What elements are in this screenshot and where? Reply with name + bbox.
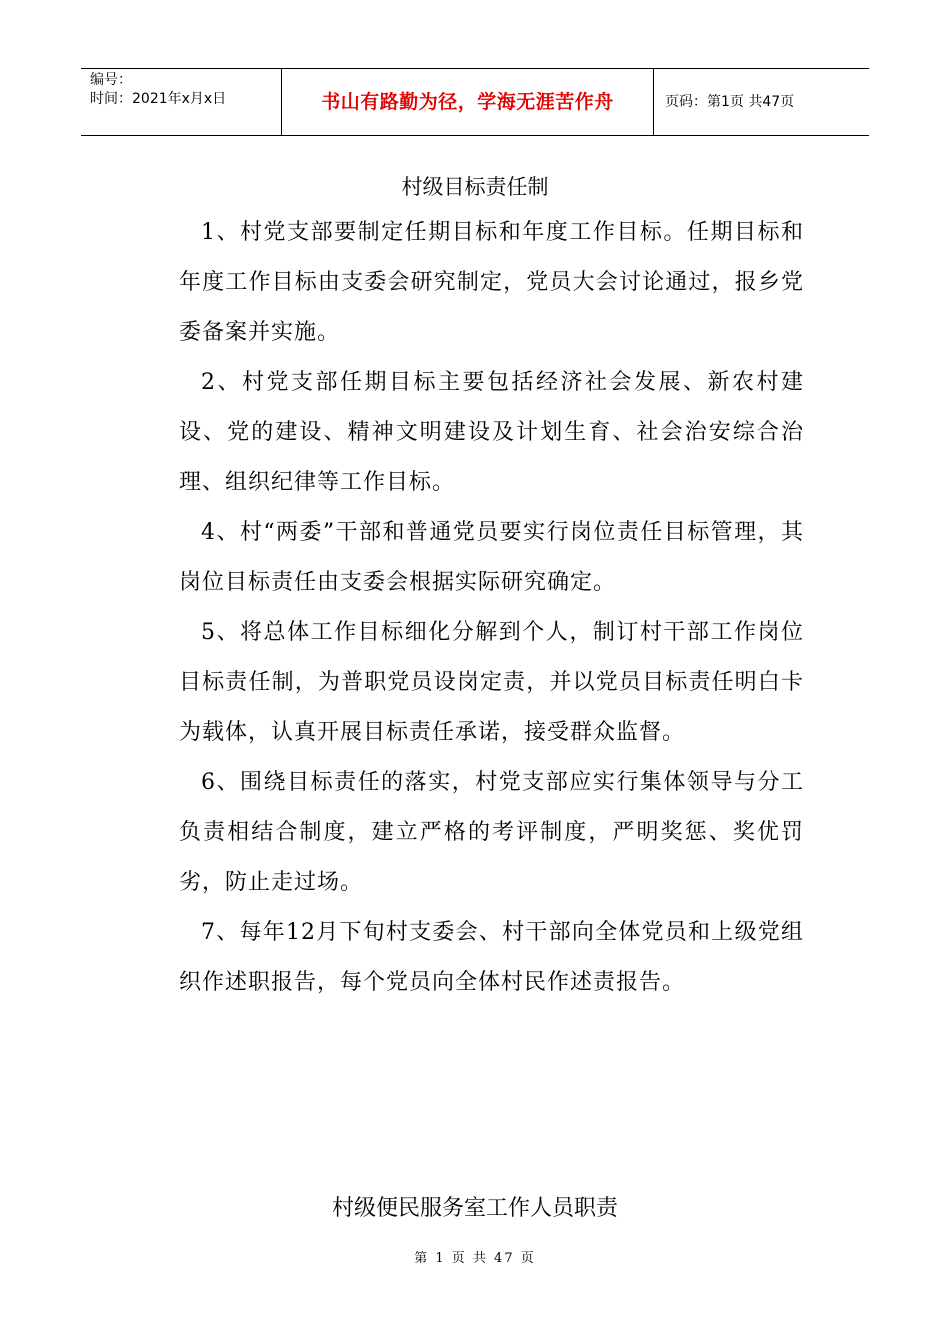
document-time: 时间：2021年x月x日 — [90, 91, 227, 107]
paragraph: 1、村党支部要制定任期目标和年度工作目标。任期目标和年度工作目标由支委会研究制定，党员大会讨论通过，报乡党委备案并实施。 — [179, 220, 804, 345]
paragraph: 2、村党支部任期目标主要包括经济社会发展、新农村建设、党的建设、精神文明建设及计划生育、社会治安综合治理、组织纪律等工作目标。 — [179, 370, 804, 495]
document-title: 村级目标责任制 — [401, 175, 549, 199]
paragraph: 7、每年12月下旬村支委会、村干部向全体党员和上级党组织作述职报告，每个党员向全体村民作述责报告。 — [179, 920, 804, 995]
paragraph: 5、将总体工作目标细化分解到个人，制订村干部工作岗位目标责任制，为普职党员设岗定责，并以党员目标责任明白卡为载体，认真开展目标责任承诺，接受群众监督。 — [179, 620, 804, 745]
document-body — [179, 208, 804, 1008]
paragraph: 6、围绕目标责任的落实，村党支部应实行集体领导与分工负责相结合制度，建立严格的考评制度，严明奖惩、奖优罚劣，防止走过场。 — [179, 770, 804, 895]
header-motto: 书山有路勤为径，学海无涯苦作舟 — [282, 69, 654, 135]
header-meta — [81, 69, 282, 135]
header-page-number: 页码：第1页 共47页 — [665, 94, 795, 110]
document-number: 编号： — [90, 72, 132, 88]
paragraph: 4、村“两委”干部和普通党员要实行岗位责任目标管理，其岗位目标责任由支委会根据实际研究确定。 — [179, 520, 804, 595]
page-footer: 第 1 页 共 47 页 — [414, 1251, 536, 1266]
section-title: 村级便民服务室工作人员职责 — [331, 1196, 618, 1221]
header-table — [81, 68, 869, 136]
